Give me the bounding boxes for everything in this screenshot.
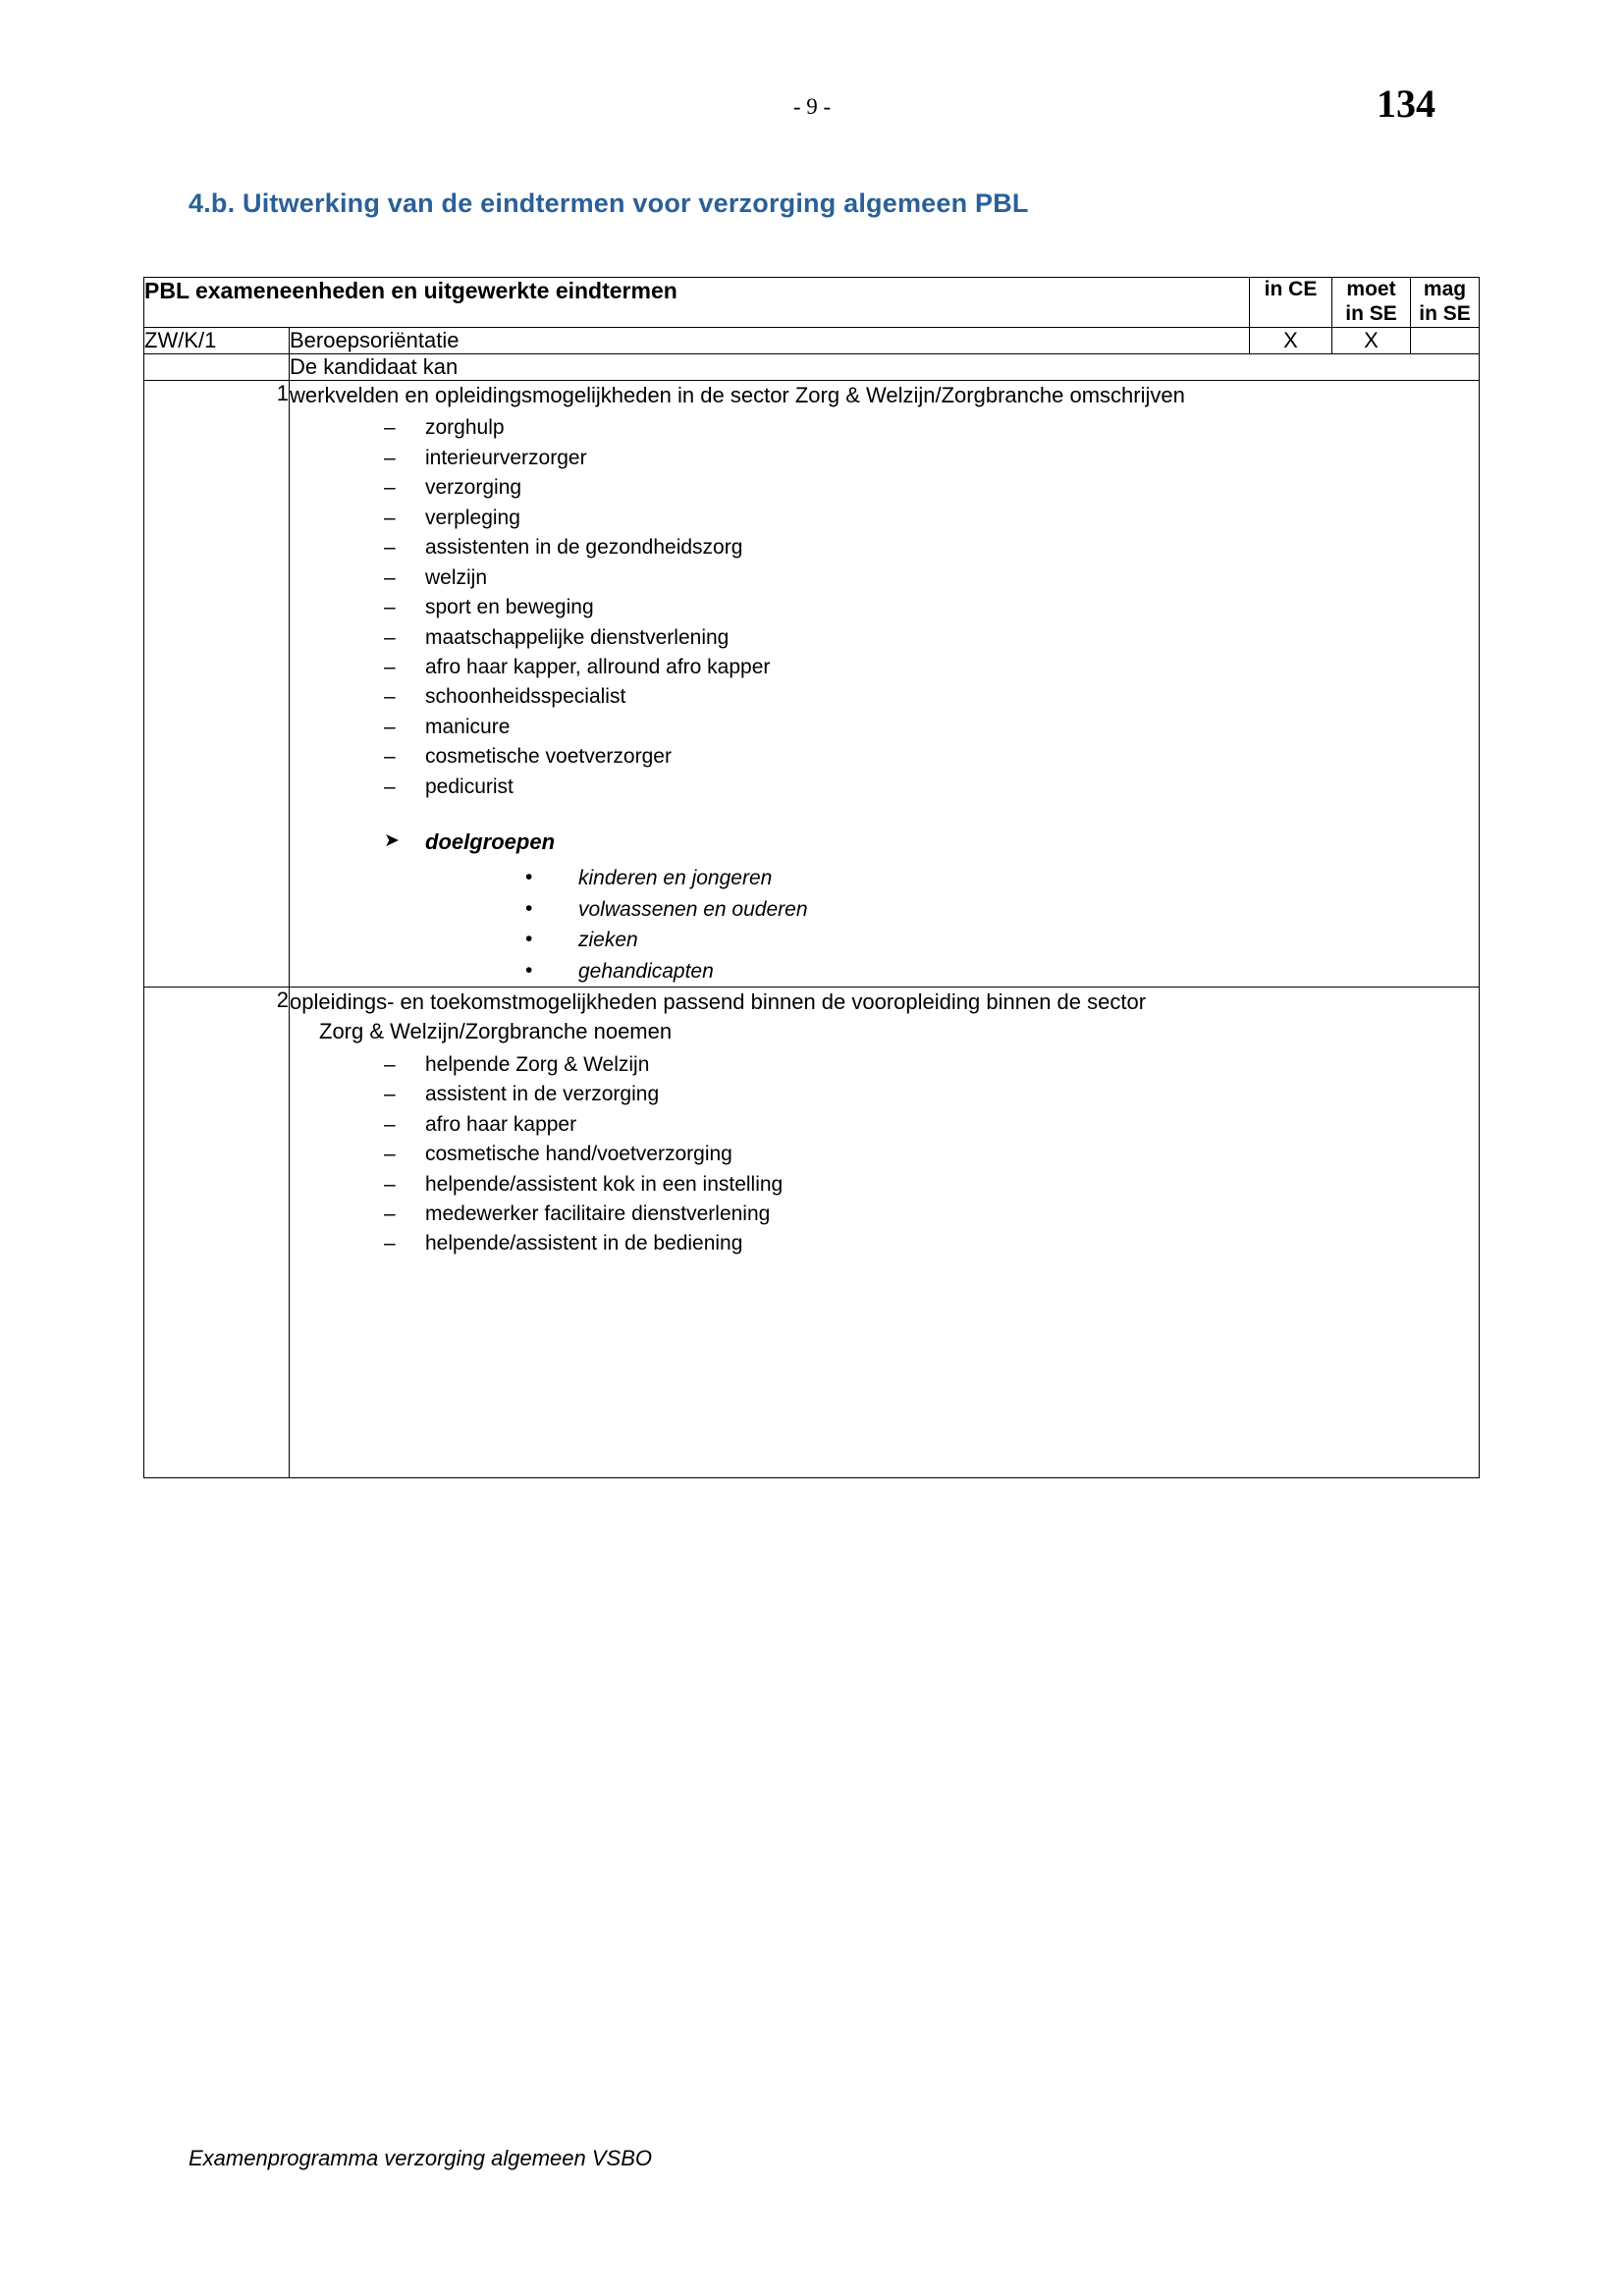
item-2-number: 2 [144, 988, 290, 1478]
unit-code: ZW/K/1 [144, 327, 290, 353]
header-mag-in-se [1411, 278, 1480, 328]
item-2-dash-list [290, 1050, 1479, 1259]
unit-in-ce-mark: X [1250, 327, 1332, 353]
header-mag-line1: mag [1423, 278, 1467, 300]
eindtermen-table-container [143, 277, 1479, 1478]
item-1-line2: omschrijven [1069, 382, 1185, 407]
list-item: – afro haar kapper, allround afro kapper [384, 653, 1479, 682]
unit-name: Beroepsoriëntatie [290, 327, 1250, 353]
item-1-heading [290, 381, 1479, 410]
list-item: – helpende/assistent in de bediening [384, 1229, 1479, 1258]
item-2-heading [290, 988, 1479, 1046]
table-row-unit [144, 327, 1480, 353]
header-moet-line1: moet [1346, 278, 1396, 300]
list-item: – cosmetische hand/voetverzorging [384, 1140, 1479, 1169]
list-item: – cosmetische voetverzorger [384, 742, 1479, 772]
list-item: – schoonheidsspecialist [384, 682, 1479, 712]
item-2-content [290, 988, 1480, 1478]
list-item: • kinderen en jongeren [525, 863, 1479, 894]
list-item: • zieken [525, 925, 1479, 956]
item-1-bullet-list [290, 863, 1479, 987]
item-2-line1: opleidings- en toekomstmogelijkheden passend binnen de vooropleiding binnen de sector [290, 989, 1147, 1015]
list-item: – medewerker facilitaire dienstverlening [384, 1200, 1479, 1229]
page-number: - 9 - [792, 94, 832, 119]
list-item: – zorghulp [384, 413, 1479, 443]
table-row-item-1 [144, 380, 1480, 988]
list-item: – verzorging [384, 473, 1479, 503]
item-1-line1: werkvelden en opleidingsmogelijkheden in de sector Zorg & Welzijn/Zorgbranche [290, 382, 1064, 407]
header-moet-in-se [1332, 278, 1411, 328]
item-1-content [290, 380, 1480, 988]
eindtermen-table [143, 277, 1480, 1478]
list-item: – manicure [384, 713, 1479, 742]
header-mag-line2: in SE [1419, 301, 1471, 325]
list-item: – afro haar kapper [384, 1110, 1479, 1140]
item-1-number: 1 [144, 380, 290, 988]
header-moet-line2: in SE [1345, 301, 1397, 325]
unit-moet-in-se-mark: X [1332, 327, 1411, 353]
item-1-subgroup-label: ➤ doelgroepen [384, 828, 1479, 857]
list-item: – assistenten in de gezondheidszorg [384, 533, 1479, 562]
page-header [0, 81, 1624, 153]
list-item: – pedicurist [384, 773, 1479, 802]
table-row-intro [144, 353, 1480, 380]
list-item: • volwassenen en ouderen [525, 894, 1479, 926]
list-item: – welzijn [384, 563, 1479, 593]
unit-mag-in-se-mark [1411, 327, 1480, 353]
list-item: – verpleging [384, 504, 1479, 533]
list-item: – helpende/assistent kok in een instelling [384, 1170, 1479, 1200]
header-in-ce: in CE [1250, 278, 1332, 328]
document-code: 134 [1377, 81, 1435, 126]
intro-text: De kandidaat kan [290, 353, 1480, 380]
list-item: – helpende Zorg & Welzijn [384, 1050, 1479, 1080]
item-2-line2: Zorg & Welzijn/Zorgbranche noemen [319, 1018, 673, 1043]
list-item: – interieurverzorger [384, 444, 1479, 473]
intro-empty-cell [144, 353, 290, 380]
table-header-row [144, 278, 1480, 328]
list-item: – sport en beweging [384, 593, 1479, 622]
list-item: • gehandicapten [525, 956, 1479, 988]
table-row-item-2 [144, 988, 1480, 1478]
page-title: 4.b. Uitwerking van de eindtermen voor verzorging algemeen PBL [189, 188, 1029, 218]
page-footer: Examenprogramma verzorging algemeen VSBO [189, 2146, 653, 2170]
list-item: – maatschappelijke dienstverlening [384, 623, 1479, 653]
header-exameneenheden: PBL exameneenheden en uitgewerkte eindtermen [144, 278, 1250, 328]
table-bottom-spacer [290, 1259, 1479, 1477]
item-1-dash-list [290, 413, 1479, 802]
list-item: – assistent in de verzorging [384, 1080, 1479, 1109]
